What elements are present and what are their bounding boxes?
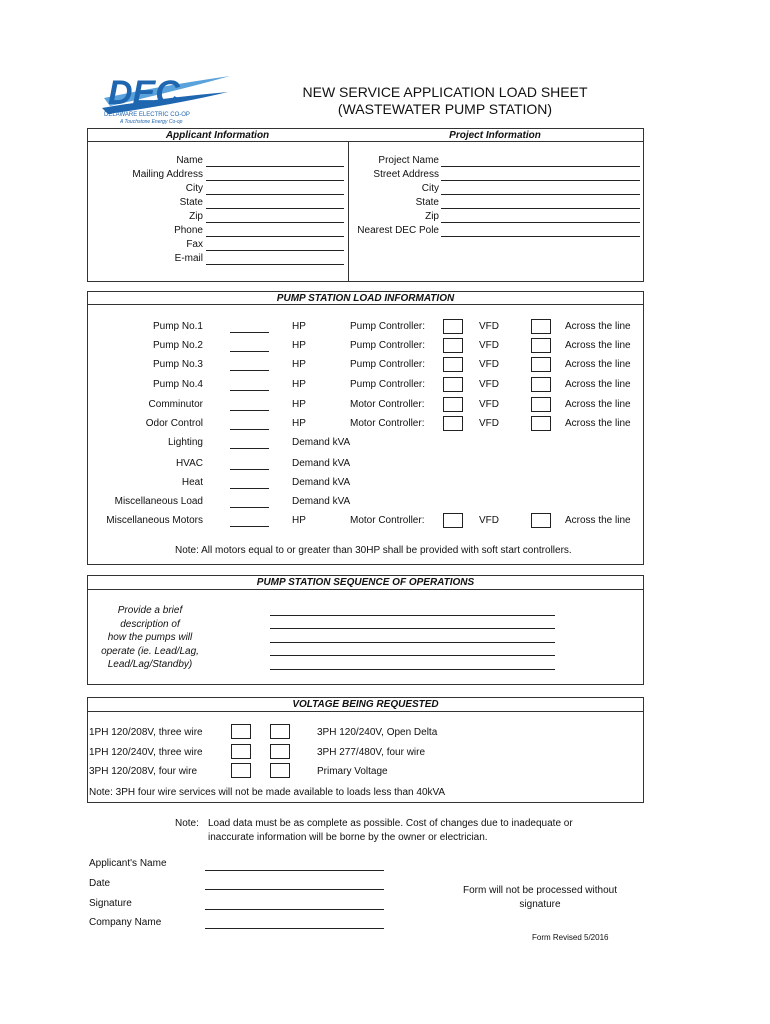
controller-label: Pump Controller: (350, 379, 426, 390)
controller-label: Motor Controller: (350, 418, 425, 429)
vfd-label: VFD (479, 418, 499, 429)
load-unit: Demand kVA (292, 458, 351, 469)
vfd-checkbox[interactable] (443, 338, 463, 353)
vfd-label: VFD (479, 340, 499, 351)
load-unit: HP (292, 321, 306, 332)
applicant-s-name-field[interactable] (205, 870, 384, 871)
voltage-note: Note: 3PH four wire services will not be made available to loads less than 40kVA (89, 787, 446, 798)
across-line-label: Across the line (565, 359, 631, 370)
applicant-label-mailing-address: Mailing Address (132, 169, 203, 180)
applicant-label-city: City (185, 183, 203, 194)
load-label-odor-control: Odor Control (145, 418, 203, 429)
voltage-option-right: 3PH 120/240V, Open Delta (317, 727, 438, 738)
applicant-fax-field[interactable] (206, 250, 344, 251)
across-line-checkbox[interactable] (531, 513, 551, 528)
form-subtitle: (WASTEWATER PUMP STATION) (337, 101, 553, 117)
applicant-label-name: Name (176, 155, 203, 166)
voltage-right-checkbox[interactable] (270, 763, 290, 778)
sequence-prompt-line: description of (120, 618, 180, 630)
load-unit: HP (292, 515, 306, 526)
across-line-checkbox[interactable] (531, 416, 551, 431)
applicant-zip-field[interactable] (206, 222, 344, 223)
sequence-description-line[interactable] (270, 615, 555, 616)
footer-note-label: Note: (175, 818, 199, 829)
applicant-mailing-address-field[interactable] (206, 180, 344, 181)
voltage-right-checkbox[interactable] (270, 744, 290, 759)
project-city-field[interactable] (441, 194, 640, 195)
load-unit: Demand kVA (292, 437, 351, 448)
signature-label-signature: Signature (89, 898, 132, 909)
load-value-field[interactable] (230, 332, 269, 333)
load-label-lighting: Lighting (167, 437, 203, 448)
warning-line1: Form will not be processed without (463, 885, 617, 896)
load-value-field[interactable] (230, 526, 269, 527)
load-label-pump-no-2: Pump No.2 (152, 340, 203, 351)
vfd-checkbox[interactable] (443, 416, 463, 431)
load-label-pump-no-4: Pump No.4 (152, 379, 203, 390)
warning-line2: signature (519, 899, 561, 910)
voltage-right-checkbox[interactable] (270, 724, 290, 739)
applicant-label-fax: Fax (186, 239, 203, 250)
load-heading: PUMP STATION LOAD INFORMATION (276, 293, 455, 304)
dec-logo-graphic (100, 68, 240, 124)
logo-text: DEC (108, 74, 180, 112)
across-line-checkbox[interactable] (531, 319, 551, 334)
load-label-pump-no-3: Pump No.3 (152, 359, 203, 370)
load-value-field[interactable] (230, 351, 269, 352)
vfd-checkbox[interactable] (443, 513, 463, 528)
project-label-project-name: Project Name (378, 155, 439, 166)
across-line-label: Across the line (565, 379, 631, 390)
date-field[interactable] (205, 889, 384, 890)
applicant-state-field[interactable] (206, 208, 344, 209)
footer-note-line1: Load data must be as complete as possible. Cost of changes due to inadequate or (208, 818, 573, 829)
vfd-label: VFD (479, 399, 499, 410)
footer-note-line2: inaccurate information will be borne by the owner or electrician. (208, 832, 488, 843)
load-unit: Demand kVA (292, 477, 351, 488)
signature-label-company-name: Company Name (89, 917, 162, 928)
project-label-city: City (421, 183, 439, 194)
load-value-field[interactable] (230, 390, 269, 391)
sequence-description-line[interactable] (270, 628, 555, 629)
voltage-heading: VOLTAGE BEING REQUESTED (292, 699, 439, 710)
project-street-address-field[interactable] (441, 180, 640, 181)
sequence-description-line[interactable] (270, 669, 555, 670)
project-label-state: State (415, 197, 439, 208)
form-title: NEW SERVICE APPLICATION LOAD SHEET (302, 84, 588, 100)
vfd-checkbox[interactable] (443, 377, 463, 392)
controller-label: Motor Controller: (350, 399, 425, 410)
load-label-comminutor: Comminutor (148, 399, 203, 410)
project-zip-field[interactable] (441, 222, 640, 223)
sequence-prompt-line: Provide a brief (117, 605, 183, 616)
load-unit: HP (292, 340, 306, 351)
voltage-option-left: 3PH 120/208V, four wire (89, 766, 198, 777)
applicant-label-zip: Zip (189, 211, 203, 222)
project-heading: Project Information (449, 130, 541, 141)
applicant-name-field[interactable] (206, 166, 344, 167)
sequence-description-line[interactable] (270, 655, 555, 656)
signature-label-date: Date (89, 878, 111, 889)
project-project-name-field[interactable] (441, 166, 640, 167)
across-line-checkbox[interactable] (531, 357, 551, 372)
applicant-label-phone: Phone (174, 225, 203, 236)
load-note: Note: All motors equal to or greater than 30HP shall be provided with soft start controllers. (175, 545, 572, 556)
load-label-miscellaneous-load: Miscellaneous Load (114, 496, 203, 507)
load-label-pump-no-1: Pump No.1 (152, 321, 203, 332)
dec-logo (100, 68, 240, 124)
controller-label: Motor Controller: (350, 515, 425, 526)
controller-label: Pump Controller: (350, 340, 426, 351)
load-unit: HP (292, 399, 306, 410)
applicant-label-state: State (179, 197, 203, 208)
load-label-miscellaneous-motors: Miscellaneous Motors (106, 515, 203, 526)
project-label-street-address: Street Address (373, 169, 439, 180)
applicant-phone-field[interactable] (206, 236, 344, 237)
vfd-checkbox[interactable] (443, 357, 463, 372)
logo-line2: A Touchstone Energy Co-op (120, 119, 183, 124)
project-nearest-dec-pole-field[interactable] (441, 236, 640, 237)
voltage-option-right: Primary Voltage (317, 766, 388, 777)
across-line-label: Across the line (565, 399, 631, 410)
load-unit: HP (292, 379, 306, 390)
project-state-field[interactable] (441, 208, 640, 209)
voltage-left-checkbox[interactable] (231, 744, 251, 759)
form-revised: Form Revised 5/2016 (532, 933, 609, 942)
vfd-checkbox[interactable] (443, 397, 463, 412)
voltage-left-checkbox[interactable] (231, 724, 251, 739)
sequence-prompt (90, 604, 210, 672)
applicant-e-mail-field[interactable] (206, 264, 344, 265)
load-value-field[interactable] (230, 410, 269, 411)
load-unit: Demand kVA (292, 496, 351, 507)
load-label-heat: Heat (181, 477, 203, 488)
load-value-field[interactable] (230, 370, 269, 371)
across-line-label: Across the line (565, 321, 631, 332)
load-value-field[interactable] (230, 429, 269, 430)
voltage-option-right: 3PH 277/480V, four wire (317, 747, 426, 758)
across-line-label: Across the line (565, 418, 631, 429)
sequence-prompt-line: Lead/Lag/Standby) (107, 659, 193, 670)
vfd-checkbox[interactable] (443, 319, 463, 334)
across-line-checkbox[interactable] (531, 397, 551, 412)
sequence-heading: PUMP STATION SEQUENCE OF OPERATIONS (256, 577, 475, 588)
project-label-nearest-dec-pole: Nearest DEC Pole (357, 225, 439, 236)
sequence-description-line[interactable] (270, 642, 555, 643)
applicant-heading: Applicant Information (165, 130, 270, 141)
signature-label-applicant-s-name: Applicant's Name (89, 858, 167, 869)
voltage-left-checkbox[interactable] (231, 763, 251, 778)
vfd-label: VFD (479, 379, 499, 390)
across-line-label: Across the line (565, 340, 631, 351)
load-value-field[interactable] (230, 488, 269, 489)
across-line-checkbox[interactable] (531, 338, 551, 353)
vfd-label: VFD (479, 515, 499, 526)
load-unit: HP (292, 359, 306, 370)
load-unit: HP (292, 418, 306, 429)
across-line-label: Across the line (565, 515, 631, 526)
applicant-label-e-mail: E-mail (174, 253, 203, 264)
project-label-zip: Zip (425, 211, 439, 222)
company-name-field[interactable] (205, 928, 384, 929)
logo-line1: DELAWARE ELECTRIC CO-OP (104, 112, 190, 118)
signature-field[interactable] (205, 909, 384, 910)
sequence-prompt-line: how the pumps will (107, 632, 193, 643)
voltage-option-left: 1PH 120/240V, three wire (89, 747, 203, 758)
load-value-field[interactable] (230, 448, 269, 449)
controller-label: Pump Controller: (350, 359, 426, 370)
voltage-option-left: 1PH 120/208V, three wire (89, 727, 203, 738)
vfd-label: VFD (479, 359, 499, 370)
load-label-hvac: HVAC (175, 458, 203, 469)
controller-label: Pump Controller: (350, 321, 426, 332)
applicant-city-field[interactable] (206, 194, 344, 195)
across-line-checkbox[interactable] (531, 377, 551, 392)
load-value-field[interactable] (230, 507, 269, 508)
load-value-field[interactable] (230, 469, 269, 470)
vfd-label: VFD (479, 321, 499, 332)
sequence-prompt-line: operate (ie. Lead/Lag, (101, 645, 199, 657)
